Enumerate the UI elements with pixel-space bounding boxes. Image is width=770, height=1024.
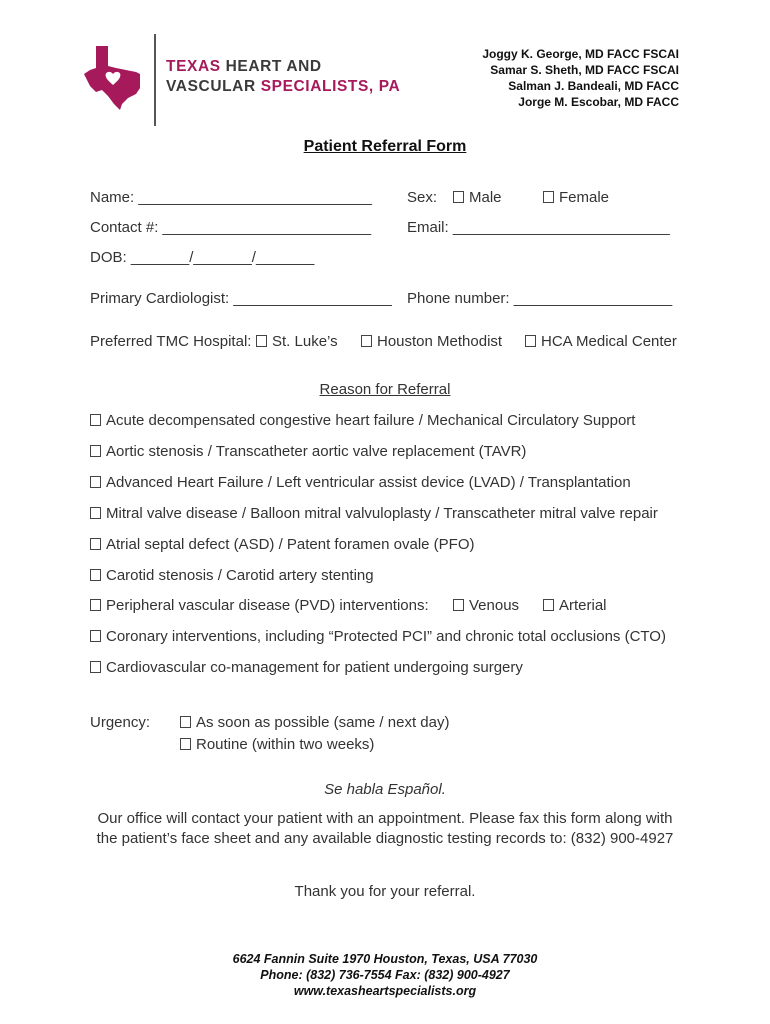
urgency-routine-checkbox[interactable]	[180, 736, 374, 753]
checkbox-icon	[90, 661, 101, 673]
sex-label: Sex:	[407, 189, 438, 206]
reason-title: Reason for Referral	[319, 381, 451, 398]
doctor-name: Joggy K. George, MD FACC FSCAI	[482, 47, 679, 61]
doctor-list	[482, 46, 679, 110]
reason-label: Mitral valve disease / Balloon mitral valvuloplasty / Transcatheter mitral valve repair	[106, 505, 658, 522]
checkbox-icon	[90, 630, 101, 642]
doctor-name: Salman J. Bandeali, MD FACC	[508, 79, 679, 93]
logo-vascular: VASCULAR	[166, 78, 256, 95]
cardiologist-field[interactable]: Primary Cardiologist: ___________________	[90, 290, 392, 307]
pvd-arterial-checkbox[interactable]	[543, 597, 607, 614]
female-label: Female	[559, 189, 610, 206]
reason-checkbox[interactable]	[90, 505, 658, 522]
reason-label: Carotid stenosis / Carotid artery stenting	[106, 567, 374, 584]
checkbox-icon	[90, 414, 101, 426]
instructions-line-2: the patient’s face sheet and any available diagnostic testing records to: (832) 900-4927	[96, 830, 674, 847]
female-checkbox[interactable]	[543, 189, 609, 206]
hospital-label: Preferred TMC Hospital:	[90, 333, 252, 350]
checkbox-icon	[90, 445, 101, 457]
logo-heart-and: HEART AND	[225, 58, 322, 75]
urgency-option-label: Routine (within two weeks)	[196, 736, 375, 753]
form-title: Patient Referral Form	[303, 138, 467, 155]
urgency-asap-checkbox[interactable]	[180, 714, 449, 731]
male-label: Male	[469, 189, 502, 206]
phone-field[interactable]: Phone number: ___________________	[407, 290, 673, 307]
hospital-label-1: St. Luke’s	[272, 333, 338, 350]
reason-label: Acute decompensated congestive heart failure / Mechanical Circulatory Support	[106, 412, 636, 429]
doctor-name: Samar S. Sheth, MD FACC FSCAI	[490, 63, 679, 77]
footer-phone-fax: Phone: (832) 736-7554 Fax: (832) 900-4927	[260, 968, 510, 982]
logo-text-line1	[166, 58, 322, 76]
checkbox-icon	[180, 716, 191, 728]
venous-label: Venous	[469, 597, 520, 614]
footer-address: 6624 Fannin Suite 1970 Houston, Texas, USA 77030	[232, 952, 538, 966]
reason-checkbox[interactable]	[90, 659, 523, 676]
reason-checkbox[interactable]	[90, 443, 526, 460]
reason-checkbox[interactable]	[90, 628, 666, 645]
hospital-label-3: HCA Medical Center	[541, 333, 677, 350]
footer-website[interactable]: www.texasheartspecialists.org	[293, 984, 477, 998]
logo-texas: TEXAS	[166, 58, 221, 75]
hospital-hca-checkbox[interactable]	[525, 333, 677, 350]
texas-heart-icon	[82, 44, 144, 110]
reason-checkbox[interactable]	[90, 536, 474, 553]
reason-label: Aortic stenosis / Transcatheter aortic valve replacement (TAVR)	[106, 443, 527, 460]
checkbox-icon	[543, 191, 554, 203]
urgency-label: Urgency:	[90, 714, 151, 731]
checkbox-icon	[525, 335, 536, 347]
hospital-methodist-checkbox[interactable]	[361, 333, 502, 350]
reason-checkbox[interactable]	[90, 597, 429, 614]
hospital-label-2: Houston Methodist	[377, 333, 503, 350]
checkbox-icon	[90, 476, 101, 488]
logo-specialists: SPECIALISTS, PA	[260, 78, 401, 95]
instructions-line-1: Our office will contact your patient with an appointment. Please fax this form along with	[97, 810, 673, 827]
checkbox-icon	[543, 599, 554, 611]
reason-checkbox[interactable]	[90, 474, 631, 491]
urgency-option-label: As soon as possible (same / next day)	[196, 714, 450, 731]
checkbox-icon	[90, 569, 101, 581]
checkbox-icon	[453, 191, 464, 203]
dob-field[interactable]: DOB: _______/_______/_______	[90, 249, 315, 266]
reason-label: Cardiovascular co-management for patient undergoing surgery	[106, 659, 523, 676]
reason-label: Coronary interventions, including “Protected PCI” and chronic total occlusions (CTO)	[106, 628, 666, 645]
reason-label: Advanced Heart Failure / Left ventricular assist device (LVAD) / Transplantation	[106, 474, 631, 491]
doctor-name: Jorge M. Escobar, MD FACC	[518, 95, 679, 109]
male-checkbox[interactable]	[453, 189, 502, 206]
checkbox-icon	[453, 599, 464, 611]
contact-field[interactable]: Contact #: _________________________	[90, 219, 372, 236]
reason-label: Atrial septal defect (ASD) / Patent foramen ovale (PFO)	[106, 536, 475, 553]
spanish-note: Se habla Español.	[324, 781, 446, 798]
checkbox-icon	[256, 335, 267, 347]
checkbox-icon	[361, 335, 372, 347]
reason-checkbox[interactable]	[90, 567, 374, 584]
arterial-label: Arterial	[559, 597, 607, 614]
thank-you-note: Thank you for your referral.	[294, 883, 476, 900]
logo-divider	[154, 34, 156, 126]
reason-label: Peripheral vascular disease (PVD) interventions:	[106, 597, 429, 614]
logo-text-line2	[166, 78, 400, 96]
checkbox-icon	[90, 599, 101, 611]
hospital-st-lukes-checkbox[interactable]	[256, 333, 338, 350]
checkbox-icon	[90, 538, 101, 550]
name-field[interactable]: Name: ____________________________	[90, 189, 372, 206]
checkbox-icon	[90, 507, 101, 519]
pvd-venous-checkbox[interactable]	[453, 597, 519, 614]
email-field[interactable]: Email: __________________________	[407, 219, 670, 236]
checkbox-icon	[180, 738, 191, 750]
reason-checkbox[interactable]	[90, 412, 635, 429]
